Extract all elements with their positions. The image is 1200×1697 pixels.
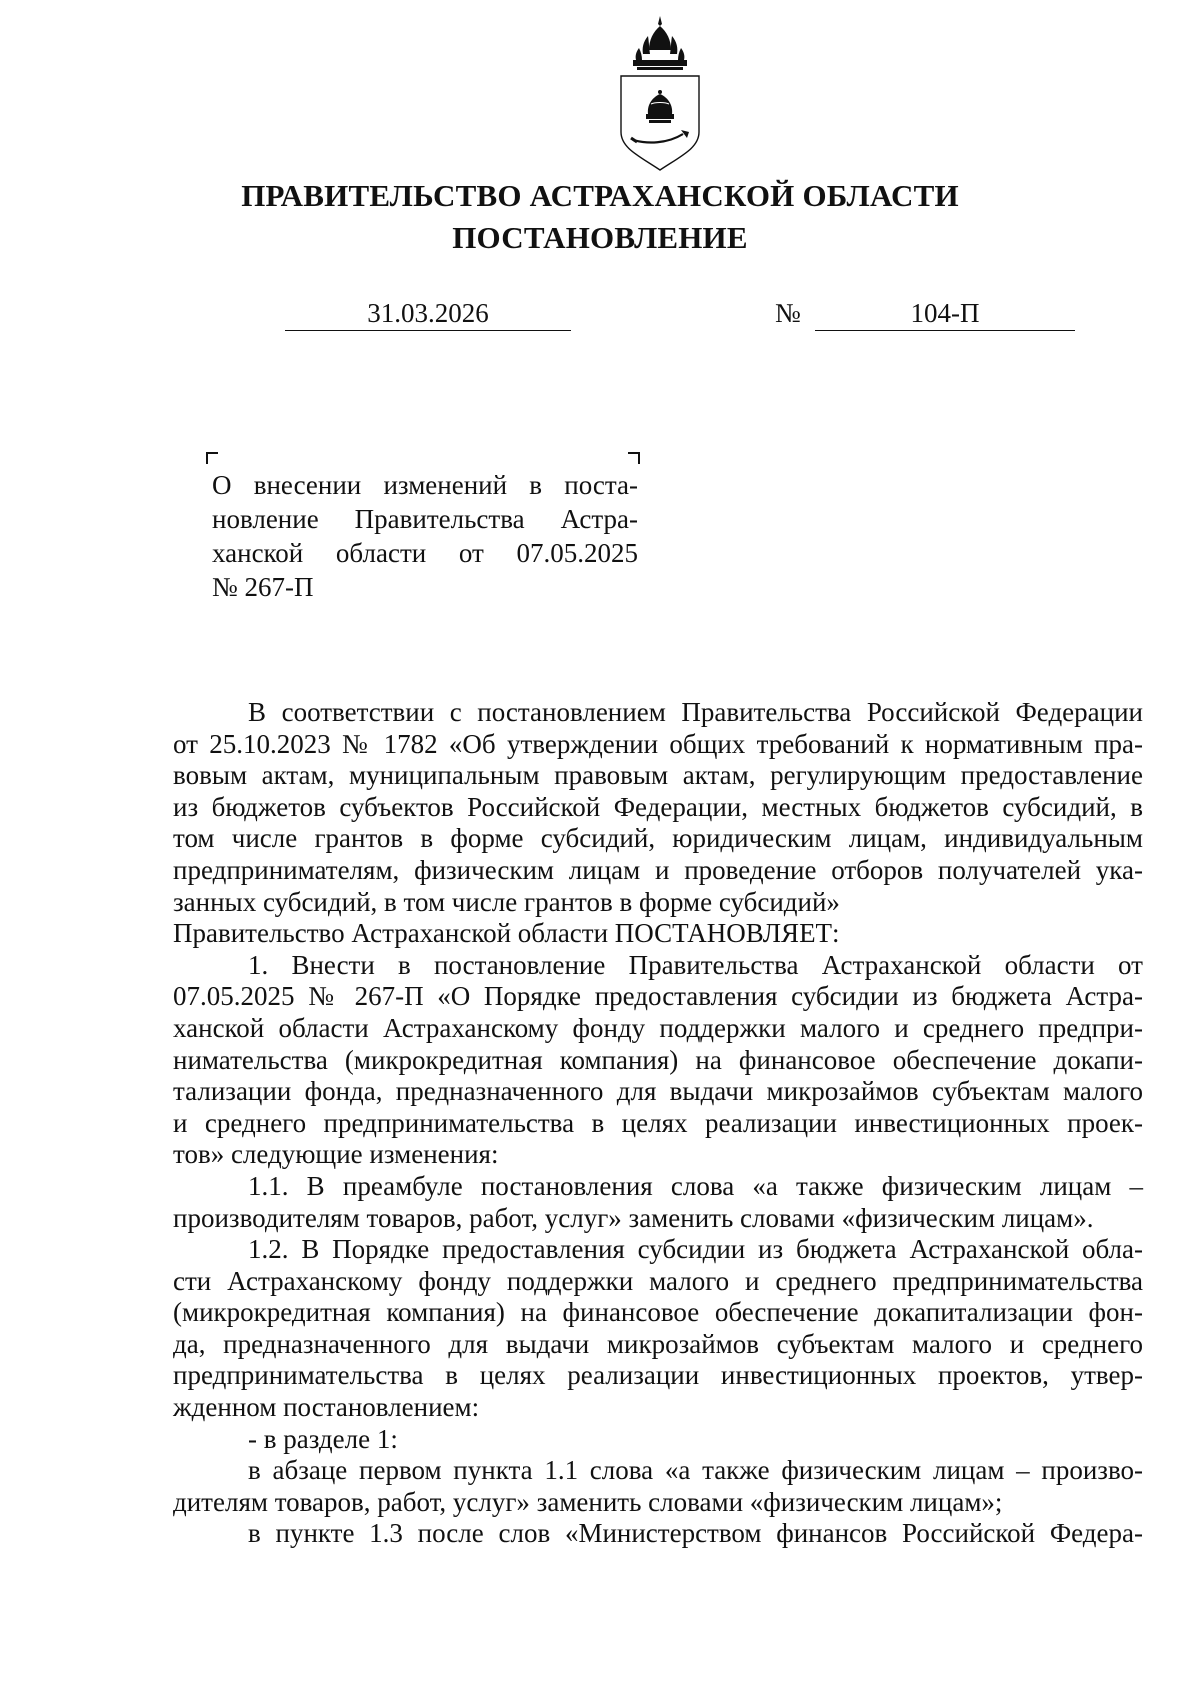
subject-corner-right: [628, 452, 640, 464]
subject-line: ханской области от 07.05.2025: [212, 538, 638, 568]
coat-of-arms-icon: [615, 14, 705, 172]
body-line: тализации фонда, предназначенного для выдачи микрозаймов субъектам малого: [173, 1076, 1143, 1107]
subject-line: № 267-П: [212, 572, 314, 602]
body-line: тов» следующие изменения:: [173, 1139, 499, 1170]
body-line: том числе грантов в форме субсидий, юридическим лицам, индивидуальным: [173, 823, 1143, 854]
body-line: вовым актам, муниципальным правовым актам, регулирующим предоставление: [173, 760, 1143, 791]
body-line: и среднего предпринимательства в целях реализации инвестиционных проек-: [173, 1107, 1143, 1138]
body-line: производителям товаров, работ, услуг» заменить словами «физическим лицам».: [173, 1202, 1094, 1233]
document-type: ПОСТАНОВЛЕНИЕ: [452, 220, 748, 255]
body-line: от 25.10.2023 № 1782 «Об утверждении общих требований к нормативным пра-: [173, 728, 1143, 759]
body-line: (микрокредитная компания) на финансовое обеспечение докапитализации фон-: [173, 1297, 1143, 1328]
body-line: 1.2. В Порядке предоставления субсидии из бюджета Астраханской обла-: [248, 1234, 1143, 1265]
body-line: ханской области Астраханскому фонду поддержки малого и среднего предпри-: [173, 1012, 1143, 1043]
body-line: из бюджетов субъектов Российской Федерации, местных бюджетов субсидий, в: [173, 791, 1143, 822]
body-line: нимательства (микрокредитная компания) на финансовое обеспечение докапи-: [173, 1044, 1143, 1075]
body-line: дителям товаров, работ, услуг» заменить словами «физическим лицам»;: [173, 1486, 1003, 1517]
subject-line: О внесении изменений в поста-: [212, 470, 638, 500]
organization-title: ПРАВИТЕЛЬСТВО АСТРАХАНСКОЙ ОБЛАСТИ: [241, 178, 959, 213]
body-line: да, предназначенного для выдачи микрозаймов субъектам малого и среднего: [173, 1328, 1143, 1359]
body-line: 1.1. В преамбуле постановления слова «а также физическим лицам –: [248, 1170, 1143, 1201]
body-line: предпринимателям, физическим лицам и проведение отборов получателей ука-: [173, 854, 1143, 885]
document-date: 31.03.2026: [285, 297, 571, 331]
body-line: Правительство Астраханской области ПОСТАНОВЛЯЕТ:: [173, 918, 840, 949]
document-body: [173, 697, 1143, 1550]
body-line: в пункте 1.3 после слов «Министерством финансов Российской Федера-: [248, 1518, 1143, 1549]
body-line: 1. Внести в постановление Правительства Астраханской области от: [248, 949, 1143, 980]
number-sign: №: [775, 298, 801, 328]
body-line: предпринимательства в целях реализации инвестиционных проектов, утвер-: [173, 1360, 1143, 1391]
body-line: занных субсидий, в том числе грантов в форме субсидий»: [173, 886, 840, 917]
body-line: в абзаце первом пункта 1.1 слова «а также физическим лицам – произво-: [248, 1455, 1143, 1486]
subject-line: новление Правительства Астра-: [212, 504, 638, 534]
document-subject: [212, 468, 638, 604]
subject-corner-left: [206, 452, 218, 464]
document-number: 104-П: [815, 297, 1075, 331]
body-line: 07.05.2025 № 267-П «О Порядке предоставления субсидии из бюджета Астра-: [173, 981, 1143, 1012]
body-line: - в разделе 1:: [248, 1423, 398, 1454]
body-line: сти Астраханскому фонду поддержки малого и среднего предпринимательства: [173, 1265, 1143, 1296]
body-line: В соответствии с постановлением Правительства Российской Федерации: [248, 697, 1143, 727]
body-line: жденном постановлением:: [173, 1392, 480, 1423]
